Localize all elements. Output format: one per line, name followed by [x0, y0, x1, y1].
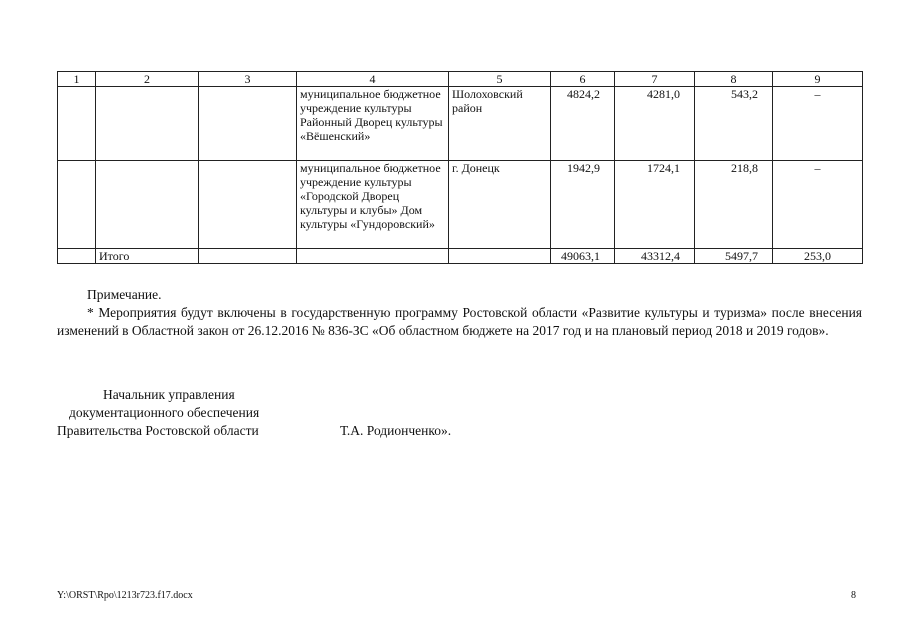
page-number: 8: [851, 590, 856, 601]
table-total-row: [58, 249, 863, 264]
note-text: * Мероприятия будут включены в государственную программу Ростовской области «Развитие культуры и туризма» после внесения изменений в Областной закон от 26.12.2016 № 836-ЗС «Об областном бюджете на 2017 год и на плановый период 2018 и 2019 годов».: [57, 305, 862, 338]
total-col1: [58, 249, 96, 264]
total-col5: [449, 249, 551, 264]
row2-col9: –: [773, 161, 863, 249]
signatory-name: Т.А. Родионченко».: [340, 423, 452, 438]
table-header-row: [58, 72, 863, 87]
total-col4: [297, 249, 449, 264]
signature-line-3: Правительства Ростовской области: [57, 423, 259, 438]
header-cell-2: 2: [96, 72, 199, 87]
header-cell-1: 1: [58, 72, 96, 87]
table-row: [58, 161, 863, 249]
row1-col6: 4824,2: [551, 87, 615, 161]
signature-line-2: документационного обеспечения: [69, 405, 260, 420]
note-title: Примечание.: [87, 287, 162, 302]
header-cell-3: 3: [199, 72, 297, 87]
row2-col6: 1942,9: [551, 161, 615, 249]
total-col9: 253,0: [773, 249, 863, 264]
signature-line-1: Начальник управления: [103, 387, 235, 402]
row1-col1: [58, 87, 96, 161]
total-col3: [199, 249, 297, 264]
table-row: [58, 87, 863, 161]
row1-col3: [199, 87, 297, 161]
header-cell-4: 4: [297, 72, 449, 87]
budget-table: [57, 71, 863, 264]
row2-col3: [199, 161, 297, 249]
row2-col8: 218,8: [695, 161, 773, 249]
header-cell-8: 8: [695, 72, 773, 87]
header-cell-5: 5: [449, 72, 551, 87]
header-cell-7: 7: [615, 72, 695, 87]
total-col6: 49063,1: [551, 249, 615, 264]
total-label: Итого: [96, 249, 199, 264]
total-col7: 43312,4: [615, 249, 695, 264]
total-col8: 5497,7: [695, 249, 773, 264]
row2-institution: муниципальное бюджетное учреждение культуры «Городской Дворец культуры и клубы» Дом культуры «Гундоровский»: [297, 161, 449, 249]
row2-col7: 1724,1: [615, 161, 695, 249]
row2-col1: [58, 161, 96, 249]
row2-col2: [96, 161, 199, 249]
header-cell-6: 6: [551, 72, 615, 87]
row1-col9: –: [773, 87, 863, 161]
row2-location: г. Донецк: [449, 161, 551, 249]
row1-location: Шолоховский район: [449, 87, 551, 161]
row1-institution: муниципальное бюджетное учреждение культуры Районный Дворец культуры «Вёшенский»: [297, 87, 449, 161]
signature-block: [57, 386, 307, 440]
row1-col7: 4281,0: [615, 87, 695, 161]
note-section: [57, 286, 862, 340]
row1-col8: 543,2: [695, 87, 773, 161]
header-cell-9: 9: [773, 72, 863, 87]
footer-file-path: Y:\ORST\Rpo\1213r723.f17.docx: [57, 590, 193, 601]
row1-col2: [96, 87, 199, 161]
